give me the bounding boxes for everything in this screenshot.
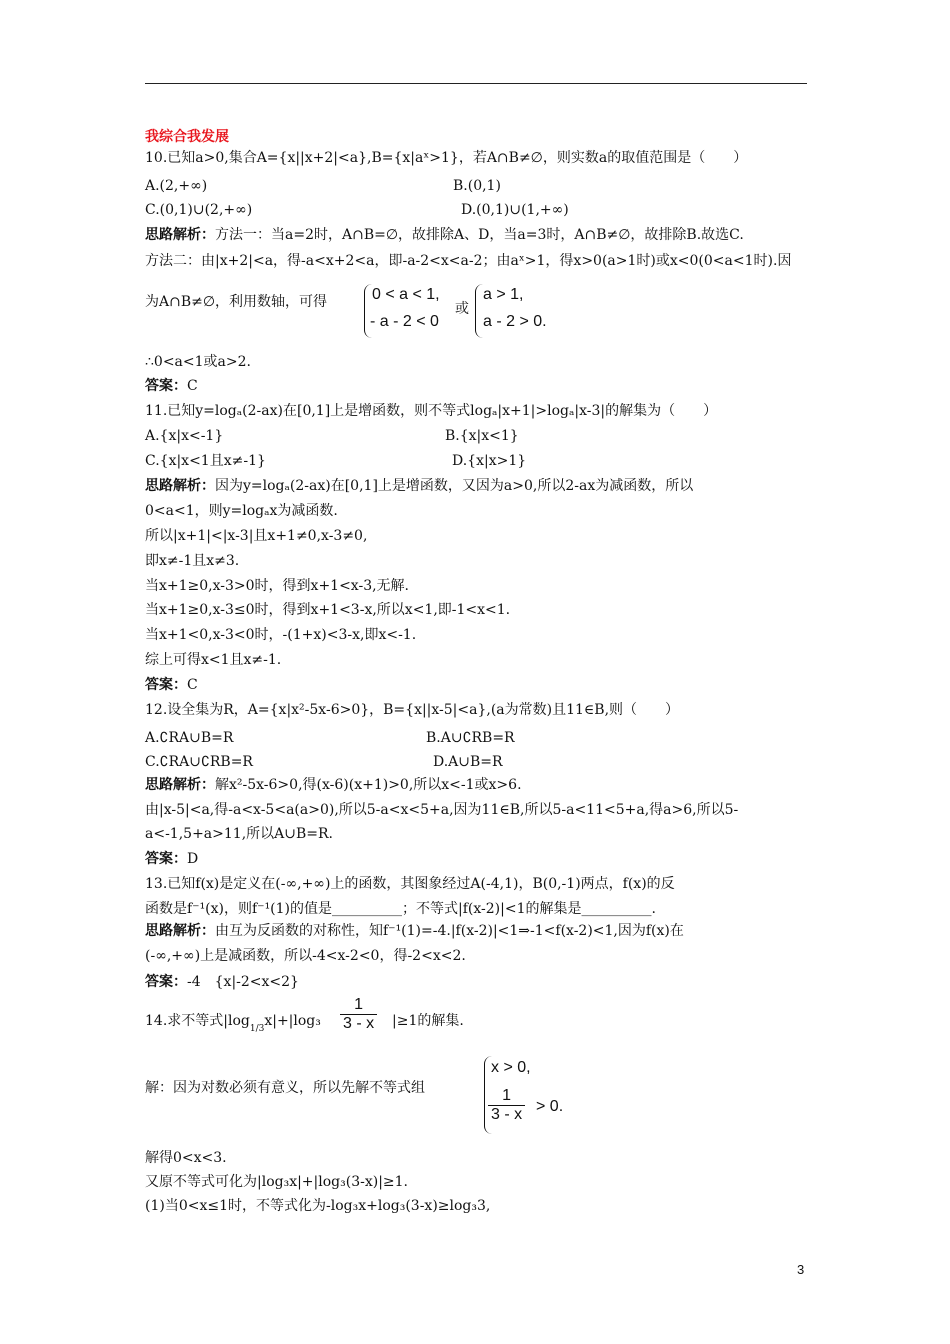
q11-analysis-1 [145,476,693,496]
q11-analysis-6: 当x+1≥0,x-3≤0时，得到x+1<3-x,所以x<1,即-1<x<1. [145,602,511,618]
q14-log-base: 1/3 [249,1024,265,1034]
analysis-label: 思路解析： [145,478,215,494]
q14-system-numerator: 1 [502,1087,512,1104]
q10-option-c: C.(0,1)∪(2,+∞) [145,202,253,218]
q11-analysis-4: 即x≠-1且x≠3. [145,553,240,569]
question-13-line-1: 13.已知f(x)是定义在(-∞,+∞)上的函数，其图象经过A(-4,1)，B(0,-1)两点，f(x)的反 [145,876,675,892]
q14-system-fraction [488,1087,525,1124]
q11-answer [145,675,198,695]
q12-option-d: D.A∪B=R [433,754,503,770]
q14-text-mid: x|+|log₃ [264,1013,321,1029]
header-rule [145,83,807,84]
q14-system-denominator: 3 - x [488,1105,525,1124]
question-11: 11.已知y=logₐ(2-ax)在[0,1]上是增函数，则不等式logₐ|x+1|>logₐ|x-3|的解集为（ ） [145,403,718,419]
q13-analysis-text-1: 由互为反函数的对称性，知f⁻¹(1)=-4.|f(x-2)|<1⇒-1<f(x-2)<1,因为f(x)在 [215,923,684,939]
q12-option-a: A.∁RA∪B=R [145,730,234,746]
q11-analysis-2: 0<a<1，则y=logₐx为减函数. [145,503,338,519]
q11-analysis-text-1: 因为y=logₐ(2-ax)在[0,1]上是增函数，又因为a>0,所以2-ax为减函数，所以 [215,478,694,494]
q10-system-1-row-1: 0 < a < 1, [372,286,440,303]
q12-answer [145,849,198,869]
q10-answer [145,376,198,396]
q10-analysis-text-1: 方法一：当a=2时，A∩B=∅，故排除A、D，当a=3时，A∩B≠∅，故排除B.故选C. [215,227,744,243]
q14-text-post: |≥1的解集. [392,1013,464,1029]
q14-text-pre: 14.求不等式|log [145,1013,250,1029]
q10-system-2-row-1: a > 1, [483,286,524,303]
answer-label: 答案： [145,851,187,867]
answer-label: 答案： [145,974,187,990]
q13-analysis-2: (-∞,+∞)上是减函数，所以-4<x-2<0，得-2<x<2. [145,948,466,964]
q12-analysis-text-1: 解x²-5x-6>0,得(x-6)(x+1)>0,所以x<-1或x>6. [215,777,522,793]
q14-solution-4: (1)当0<x≤1时，不等式化为-log₃x+log₃(3-x)≥log₃3, [145,1198,491,1214]
q14-solution-1: 解：因为对数必须有意义，所以先解不等式组 [145,1080,425,1096]
q11-option-c: C.{x|x<1且x≠-1} [145,453,266,469]
q10-analysis-1 [145,225,744,245]
q12-option-b: B.A∪∁RB=R [426,730,515,746]
q12-analysis-1 [145,775,522,795]
q10-system-1-row-2: - a - 2 < 0 [370,313,439,330]
q14-fraction [340,996,377,1033]
question-14 [145,1011,321,1033]
q12-analysis-2: 由|x-5|<a,得-a<x-5<a(a>0),所以5-a<x<5+a,因为11∈B,所以5-a<11<5+a,得a>6,所以5- [145,802,739,818]
q11-analysis-5: 当x+1≥0,x-3>0时，得到x+1<x-3,无解. [145,578,409,594]
q12-option-c: C.∁RA∪∁RB=R [145,754,253,770]
question-10: 10.已知a>0,集合A={x||x+2|<a},B={x|aˣ>1}，若A∩B≠∅，则实数a的取值范围是（ ） [145,150,748,166]
q11-option-a: A.{x|x<-1} [145,428,224,444]
q10-option-a: A.(2,+∞) [145,178,208,194]
q11-analysis-3: 所以|x+1|<|x-3|且x+1≠0,x-3≠0, [145,528,368,544]
q14-system-row-2-tail: > 0. [536,1098,564,1115]
q11-analysis-7: 当x+1<0,x-3<0时，-(1+x)<3-x,即x<-1. [145,627,417,643]
q11-answer-value: C [187,677,198,693]
q13-analysis-1 [145,921,684,941]
question-13-line-2: 函数是f⁻¹(x)，则f⁻¹(1)的值是__________；不等式|f(x-2)|<1的解集是__________. [145,901,656,917]
q11-analysis-8: 综上可得x<1且x≠-1. [145,652,282,668]
q12-answer-value: D [187,851,199,867]
q14-solution-2: 解得0<x<3. [145,1150,227,1166]
q10-analysis-2: 方法二：由|x+2|<a，得-a<x+2<a，即-a-2<x<a-2；由aˣ>1，得x>0(a>1时)或x<0(0<a<1时).因 [145,253,792,269]
q10-option-d: D.(0,1)∪(1,+∞) [461,202,569,218]
q10-analysis-3: 为A∩B≠∅，利用数轴，可得 [145,294,328,310]
q10-answer-value: C [187,378,198,394]
q13-answer-value: -4 {x|-2<x<2} [187,974,299,990]
answer-label: 答案： [145,378,187,394]
q11-option-d: D.{x|x>1} [452,453,527,469]
answer-label: 答案： [145,677,187,693]
q12-analysis-3: a<-1,5+a>11,所以A∪B=R. [145,826,333,842]
section-title: 我综合我发展 [145,129,229,145]
page-number: 3 [797,1262,805,1277]
analysis-label: 思路解析： [145,923,215,939]
q14-fraction-numerator: 1 [354,996,364,1013]
q10-system-2-row-2: a - 2 > 0. [483,313,547,330]
analysis-label: 思路解析： [145,227,215,243]
q14-fraction-denominator: 3 - x [340,1014,377,1033]
q14-system-row-1: x > 0, [491,1059,531,1076]
q11-option-b: B.{x|x<1} [445,428,519,444]
q10-option-b: B.(0,1) [453,178,501,194]
q13-answer [145,972,299,992]
question-12: 12.设全集为R，A={x|x²-5x-6>0}，B={x||x-5|<a},(a为常数)且11∈B,则（ ） [145,702,680,718]
q10-or: 或 [455,301,469,317]
q10-analysis-4: ∴0<a<1或a>2. [145,354,251,370]
analysis-label: 思路解析： [145,777,215,793]
q14-solution-3: 又原不等式可化为|log₃x|+|log₃(3-x)|≥1. [145,1174,408,1190]
